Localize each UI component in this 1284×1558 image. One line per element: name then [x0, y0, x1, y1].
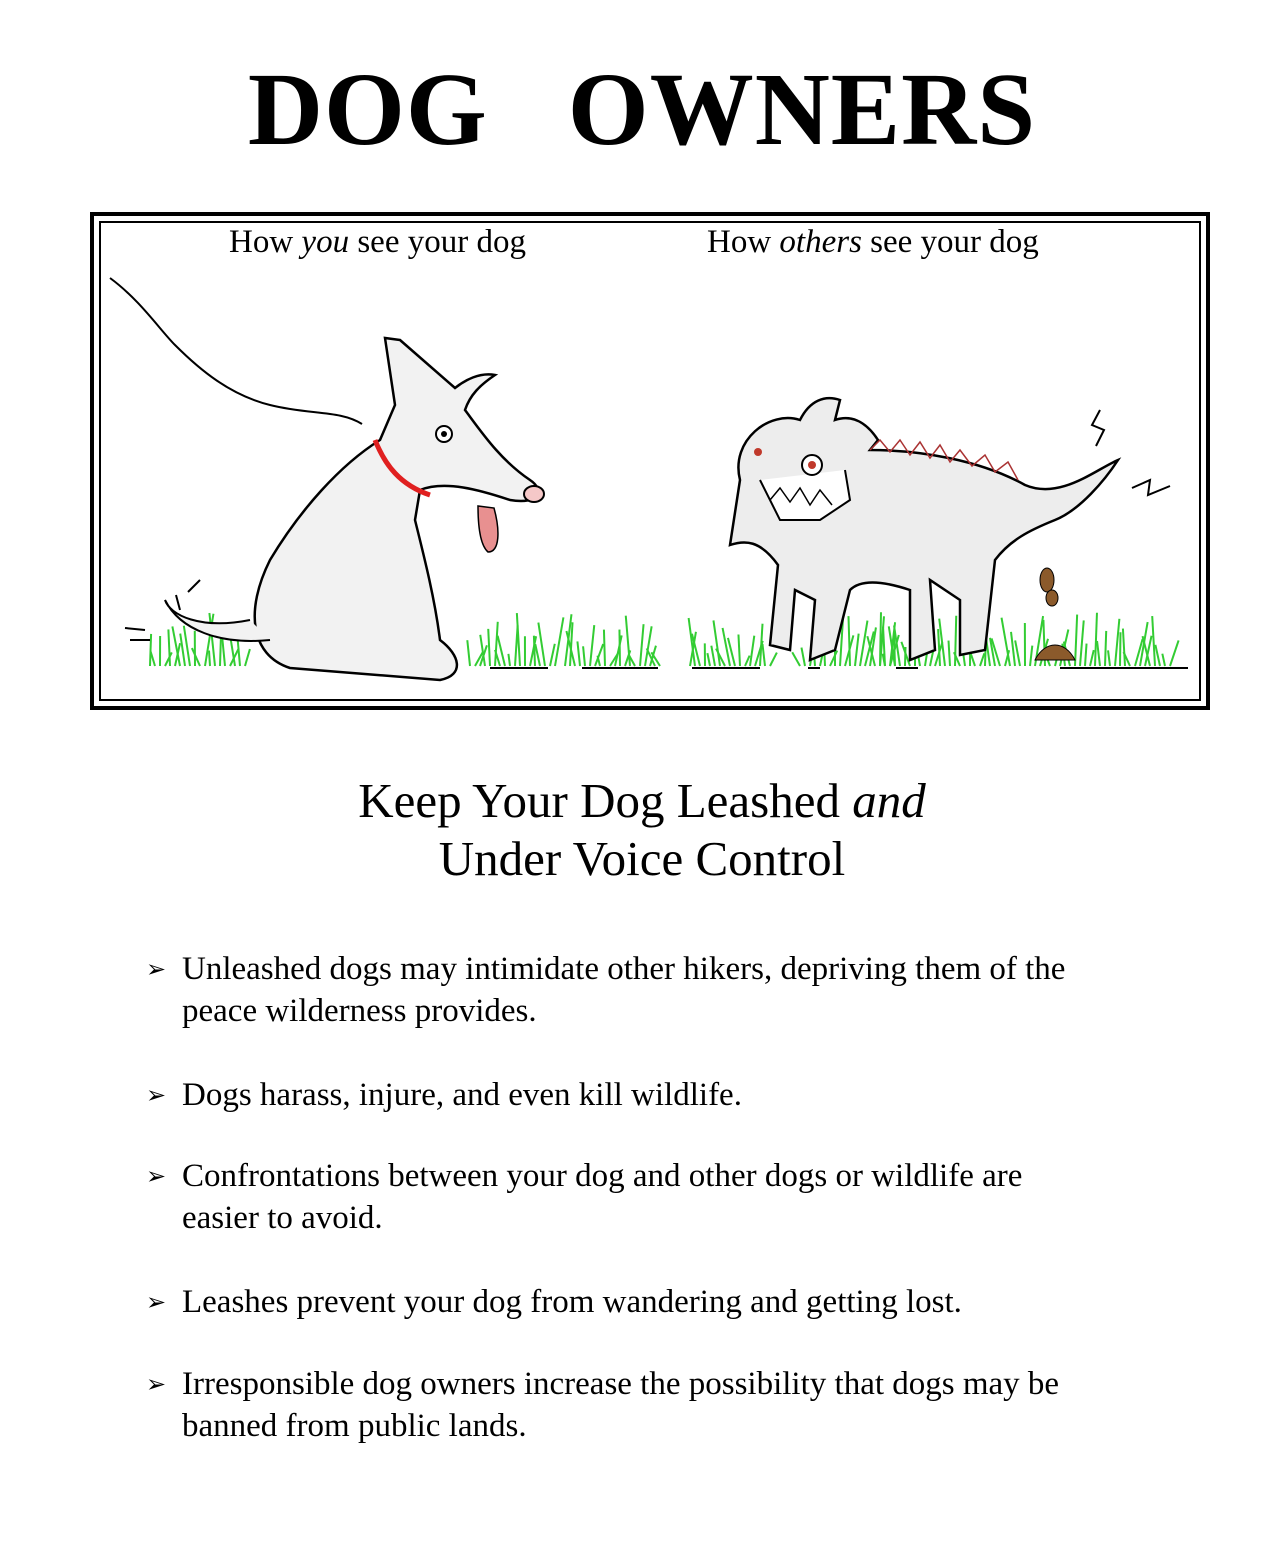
- grass-blade: [855, 634, 859, 666]
- grass-blade: [738, 634, 740, 666]
- grass-blade: [801, 648, 805, 666]
- grass-blade: [220, 637, 221, 666]
- grass-blade: [949, 641, 950, 666]
- grass-blade: [1115, 619, 1119, 666]
- grass-blade: [645, 626, 652, 666]
- grass-blade: [180, 634, 185, 666]
- grass-blade: [590, 625, 594, 666]
- grass-blade: [583, 646, 585, 666]
- grass-blade: [1015, 640, 1020, 666]
- caption-you: How you see your dog: [229, 224, 526, 260]
- grass-blade: [508, 654, 510, 666]
- grass-blade: [1002, 618, 1010, 666]
- grass-blade: [604, 630, 605, 666]
- list-item: ➢ Irresponsible dog owners increase the possibility that dogs may be banned from public lands.: [150, 1363, 1160, 1447]
- grass-blade: [938, 629, 940, 666]
- grass-blade: [245, 649, 250, 666]
- title-word-dog: DOG: [247, 52, 488, 167]
- arrowhead-bullet-icon: ➢: [146, 1081, 167, 1109]
- grass-blade: [1170, 640, 1179, 666]
- grass-blade: [1075, 615, 1077, 666]
- grass-blade: [534, 636, 535, 666]
- grass-blade: [550, 644, 555, 666]
- grass-blade: [1030, 646, 1032, 666]
- grass-blade: [555, 617, 563, 666]
- arrowhead-bullet-icon: ➢: [146, 1370, 167, 1398]
- grass-blade: [745, 656, 750, 666]
- grass-blade: [1123, 629, 1125, 666]
- arrowhead-bullet-icon: ➢: [146, 955, 167, 983]
- grass-blade: [848, 616, 850, 666]
- subtitle: Keep Your Dog Leashed and Under Voice Control: [358, 773, 926, 886]
- grass-blade: [1085, 644, 1087, 666]
- page-title: [0, 52, 1284, 168]
- list-item: ➢ Leashes prevent your dog from wandering and getting lost.: [150, 1281, 1160, 1323]
- grass-blade: [707, 653, 710, 666]
- grass-blade: [1011, 632, 1015, 666]
- arrowhead-bullet-icon: ➢: [146, 1162, 167, 1190]
- grass-blade: [1105, 631, 1106, 666]
- grass-blade: [1155, 645, 1160, 666]
- grass-blade: [792, 652, 800, 666]
- grass-blade: [577, 641, 580, 666]
- grass-blade: [1095, 613, 1097, 666]
- list-item: ➢ Confrontations between your dog and other dogs or wildlife are easier to avoid.: [150, 1155, 1160, 1239]
- grass-blade: [1108, 650, 1110, 666]
- grass-blade: [770, 653, 777, 666]
- grass-blade: [711, 646, 715, 666]
- grass-blade: [723, 628, 730, 666]
- happy-dog-icon: [110, 278, 544, 680]
- grass-blade: [597, 656, 600, 666]
- grass-blade: [1090, 650, 1094, 666]
- grass-blade: [640, 624, 644, 666]
- comic-illustration: [97, 220, 1203, 704]
- list-item: ➢ Dogs harass, injure, and even kill wildlife.: [150, 1074, 1160, 1116]
- grass-blade: [1097, 641, 1100, 666]
- grass-blade: [619, 630, 620, 666]
- list-item: ➢ Unleashed dogs may intimidate other hikers, depriving them of the peace wilderness provides.: [150, 948, 1160, 1032]
- grass-blade: [1162, 654, 1165, 666]
- grass-blade: [467, 640, 470, 666]
- caption-others: How others see your dog: [707, 224, 1039, 260]
- grass-blade: [762, 644, 765, 666]
- arrowhead-bullet-icon: ➢: [146, 1288, 167, 1316]
- grass-blade: [980, 653, 984, 666]
- title-word-owners: OWNERS: [567, 52, 1037, 167]
- angry-dog-icon: [730, 398, 1170, 660]
- grass-blade: [750, 636, 754, 666]
- grass-blade: [1152, 616, 1155, 666]
- grass-blade: [209, 651, 210, 666]
- grass-blade: [150, 634, 151, 666]
- grass-blade: [488, 629, 490, 666]
- grass-blade: [1080, 620, 1084, 666]
- grass-blade: [535, 644, 540, 666]
